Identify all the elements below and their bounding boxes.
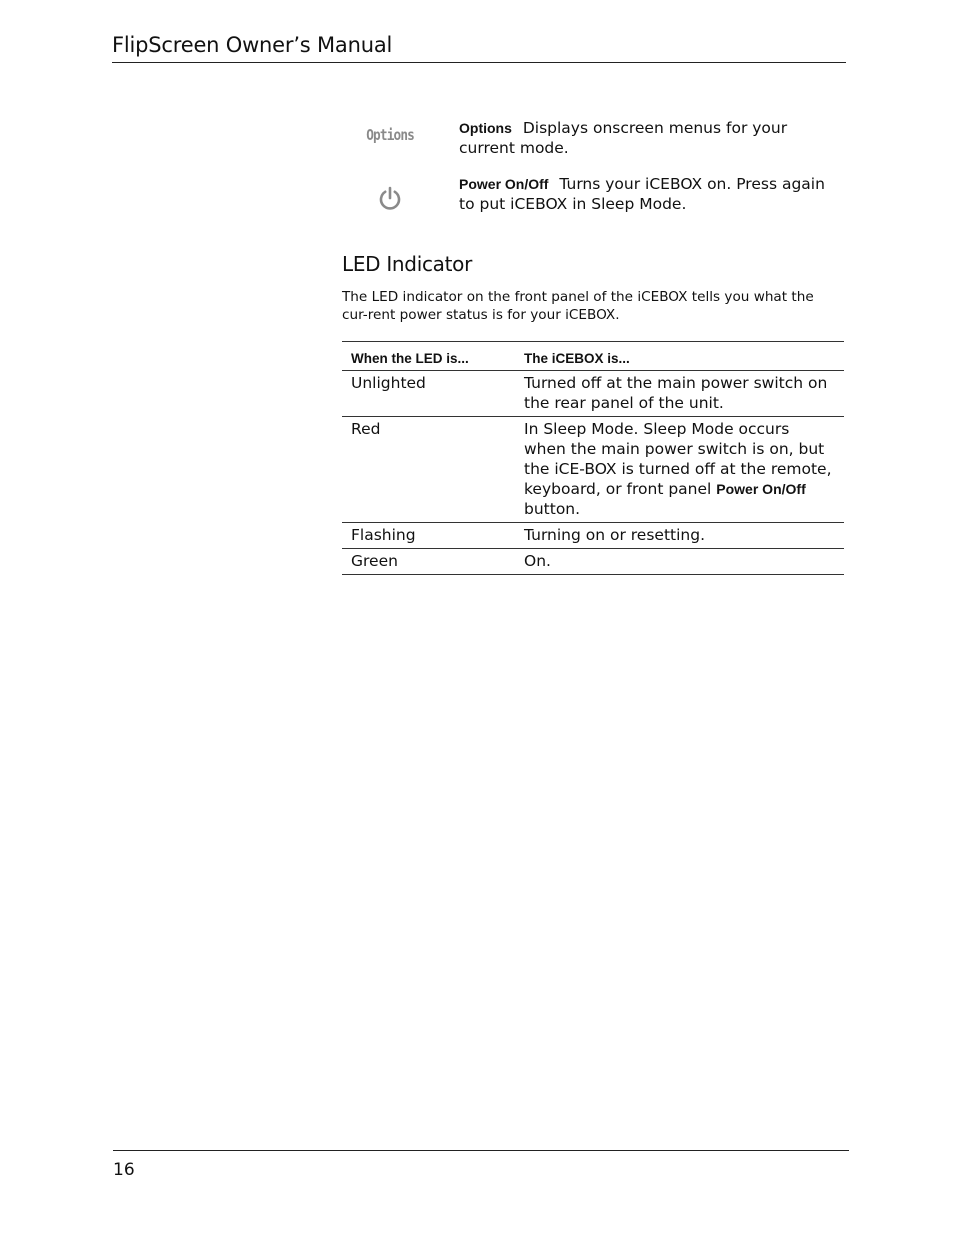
power-icon-graphic: [377, 185, 403, 211]
icebox-state-text: In Sleep Mode. Sleep Mode occurs when the main power switch is on, but the iCE-BOX is turned off at the remote, keyboard, or front panel: [524, 420, 832, 498]
page-number: 16: [113, 1160, 135, 1180]
options-icon-label: Options: [366, 126, 414, 144]
led-status-table: [342, 341, 844, 575]
led-state-cell: Red: [351, 420, 381, 438]
table-header-row: [342, 342, 844, 371]
table-row: [342, 371, 844, 417]
options-term: Options: [459, 120, 512, 136]
icebox-state-cell: Turned off at the main power switch on the rear panel of the unit.: [524, 374, 828, 412]
header-rule: [112, 62, 846, 63]
icebox-state-cell: [524, 417, 844, 523]
page-header-title: FlipScreen Owner’s Manual: [112, 33, 393, 57]
table-header-led-state: When the LED is...: [351, 351, 469, 366]
icebox-state-text-end: button.: [524, 500, 581, 518]
options-description: [459, 118, 839, 158]
power-term: Power On/Off: [459, 176, 549, 192]
section-intro: The LED indicator on the front panel of the iCEBOX tells you what the cur-rent power status is for your iCEBOX.: [342, 289, 814, 323]
options-icon: [342, 126, 438, 144]
table-header-icebox-state: The iCEBOX is...: [524, 351, 630, 366]
led-state-cell: Flashing: [351, 526, 416, 544]
icebox-state-cell: On.: [524, 552, 551, 570]
power-description-text: Turns your iCEBOX on. Press again to put iCEBOX in Sleep Mode.: [459, 175, 825, 213]
table-row: [342, 549, 844, 575]
options-description-text: Displays onscreen menus for your current mode.: [459, 119, 788, 157]
section-title: LED Indicator: [342, 252, 473, 276]
power-term-inline: Power On/Off: [716, 481, 806, 497]
footer-rule: [113, 1150, 849, 1151]
led-state-cell: Unlighted: [351, 374, 426, 392]
power-description: [459, 174, 839, 214]
table-row: [342, 523, 844, 549]
led-state-cell: Green: [351, 552, 398, 570]
icebox-state-cell: Turning on or resetting.: [524, 526, 706, 544]
power-icon: [342, 185, 438, 211]
table-row: [342, 417, 844, 523]
